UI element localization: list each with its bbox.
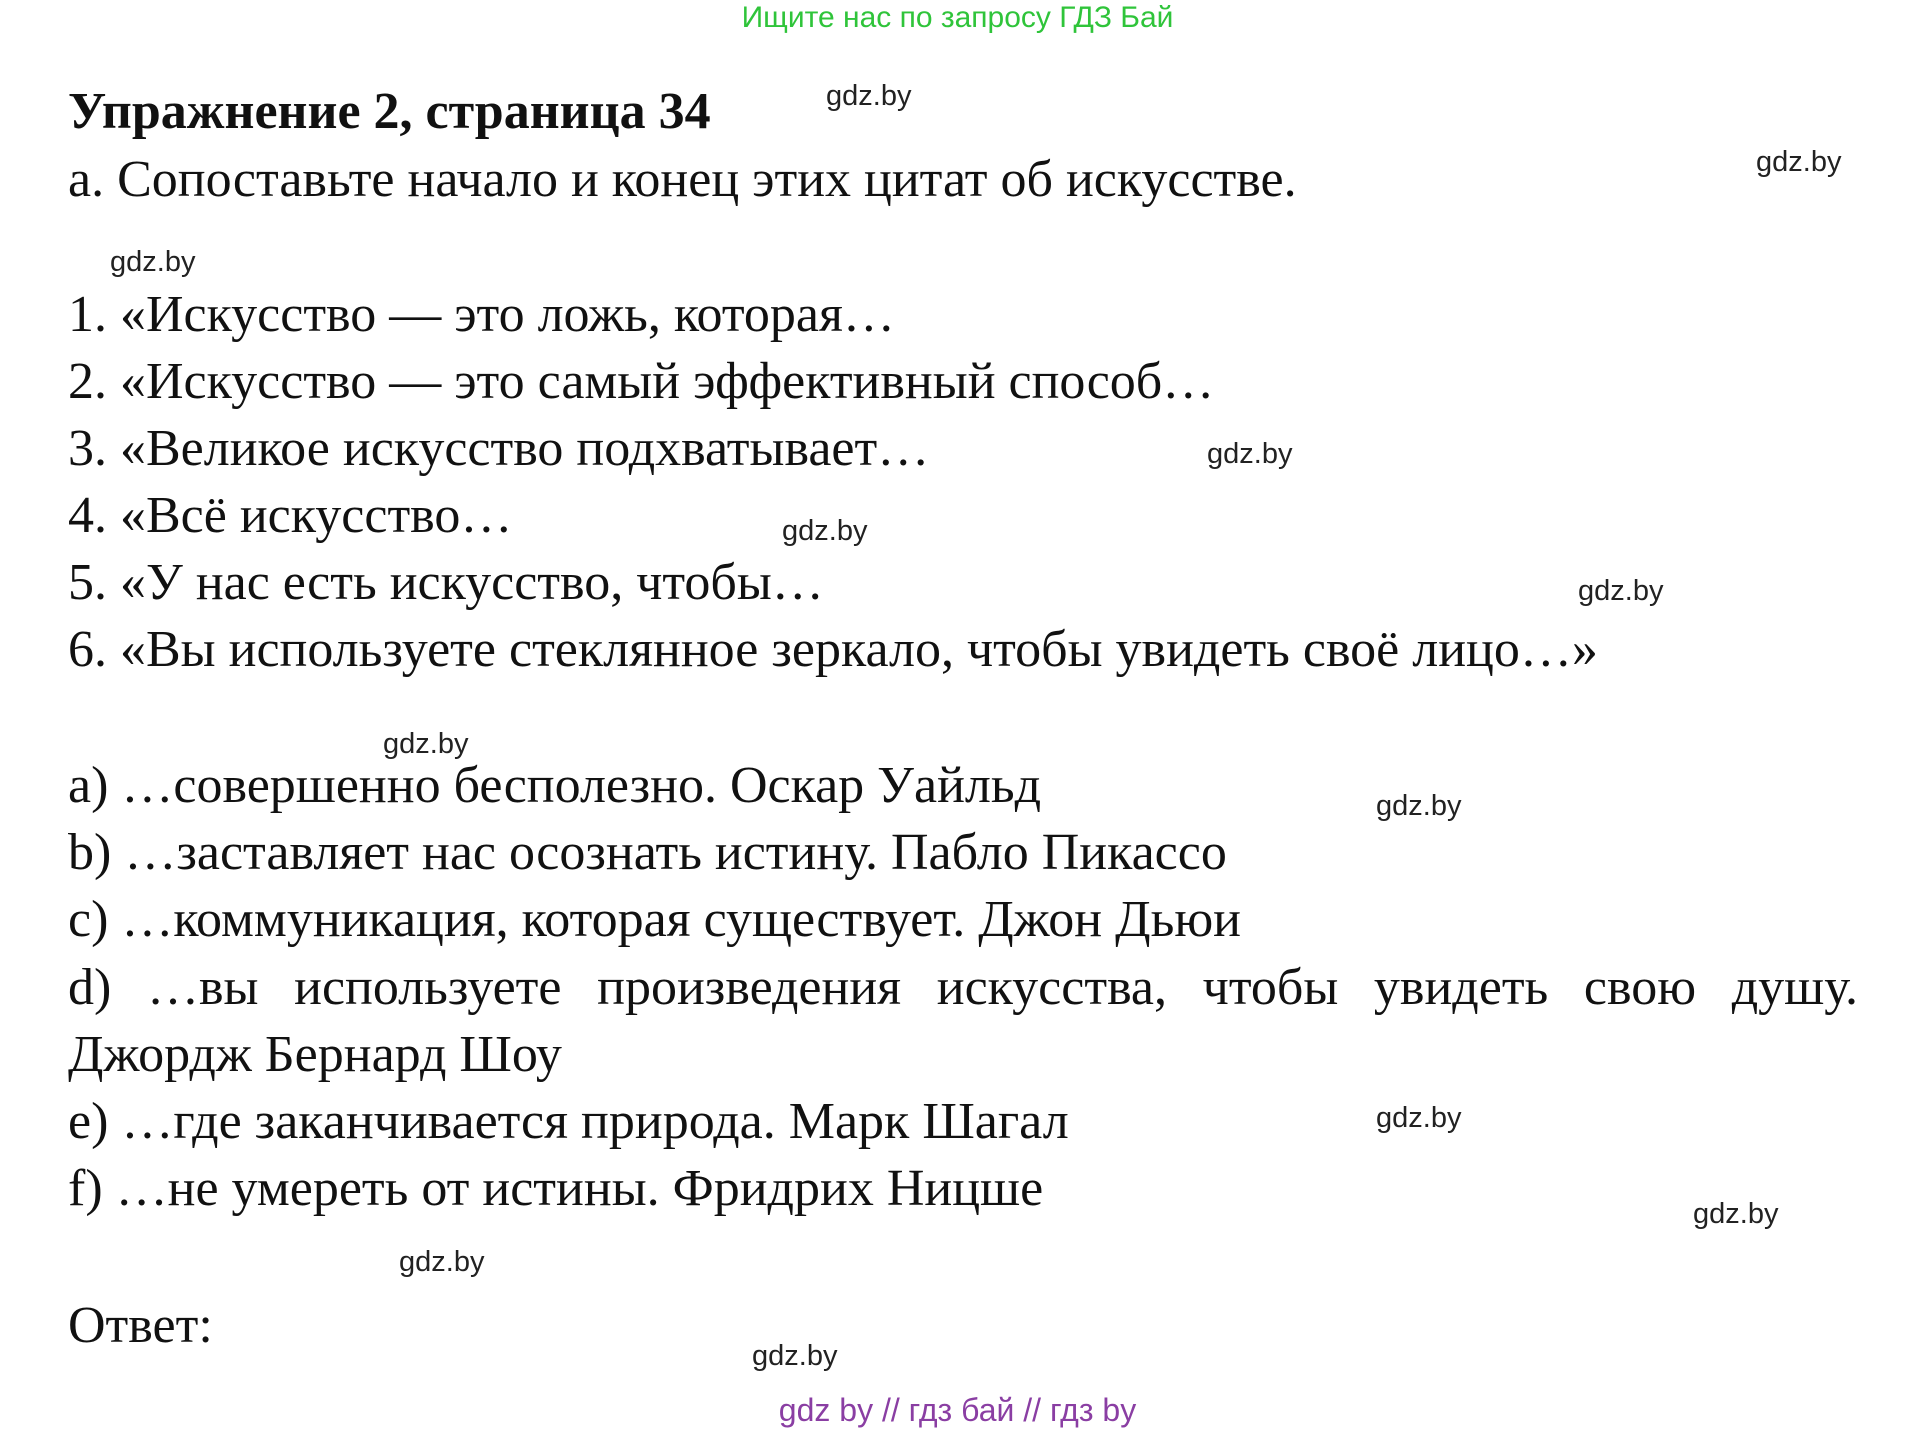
watermark: gdz.by: [1376, 1102, 1462, 1134]
watermark: gdz.by: [1693, 1198, 1779, 1230]
footer-links[interactable]: gdz by // гдз бай // гдз by: [778, 1392, 1137, 1428]
quote-end-b: b) …заставляет нас осознать истину. Пабло Пикассо: [68, 824, 1227, 881]
watermark: gdz.by: [1207, 438, 1293, 470]
quote-end-c: c) …коммуникация, которая существует. Джон Дьюи: [68, 891, 1241, 948]
quote-end-a: a) …совершенно бесполезно. Оскар Уайльд: [68, 757, 1042, 814]
quote-end-d: d) …вы используете произведения искусства, чтобы увидеть свою душу. Джордж Бернард Шоу: [68, 959, 1858, 1083]
watermark: gdz.by: [1578, 575, 1664, 607]
exercise-title: Упражнение 2, страница 34: [68, 83, 711, 140]
task-instruction: a. Сопоставьте начало и конец этих цитат об искусстве.: [68, 151, 1297, 208]
answer-label: Ответ:: [68, 1297, 213, 1354]
watermark: gdz.by: [752, 1340, 838, 1372]
watermark: gdz.by: [110, 246, 196, 278]
quote-start-6: 6. «Вы используете стеклянное зеркало, чтобы увидеть своё лицо…»: [68, 621, 1598, 678]
watermark: gdz.by: [782, 515, 868, 547]
watermark: gdz.by: [826, 80, 912, 112]
quote-start-5: 5. «У нас есть искусство, чтобы…: [68, 554, 824, 611]
quote-start-4: 4. «Всё искусство…: [68, 487, 513, 544]
watermark: gdz.by: [399, 1246, 485, 1278]
watermark: gdz.by: [1756, 146, 1842, 178]
watermark: gdz.by: [1376, 790, 1462, 822]
quote-end-e: e) …где заканчивается природа. Марк Шагал: [68, 1093, 1069, 1150]
quote-start-3: 3. «Великое искусство подхватывает…: [68, 420, 930, 477]
top-banner-link[interactable]: Ищите нас по запросу ГДЗ Бай: [741, 1, 1174, 34]
quote-start-2: 2. «Искусство — это самый эффективный способ…: [68, 353, 1215, 410]
quote-end-f: f) …не умереть от истины. Фридрих Ницше: [68, 1160, 1044, 1217]
quote-start-1: 1. «Искусство — это ложь, которая…: [68, 286, 895, 343]
watermark: gdz.by: [383, 728, 469, 760]
